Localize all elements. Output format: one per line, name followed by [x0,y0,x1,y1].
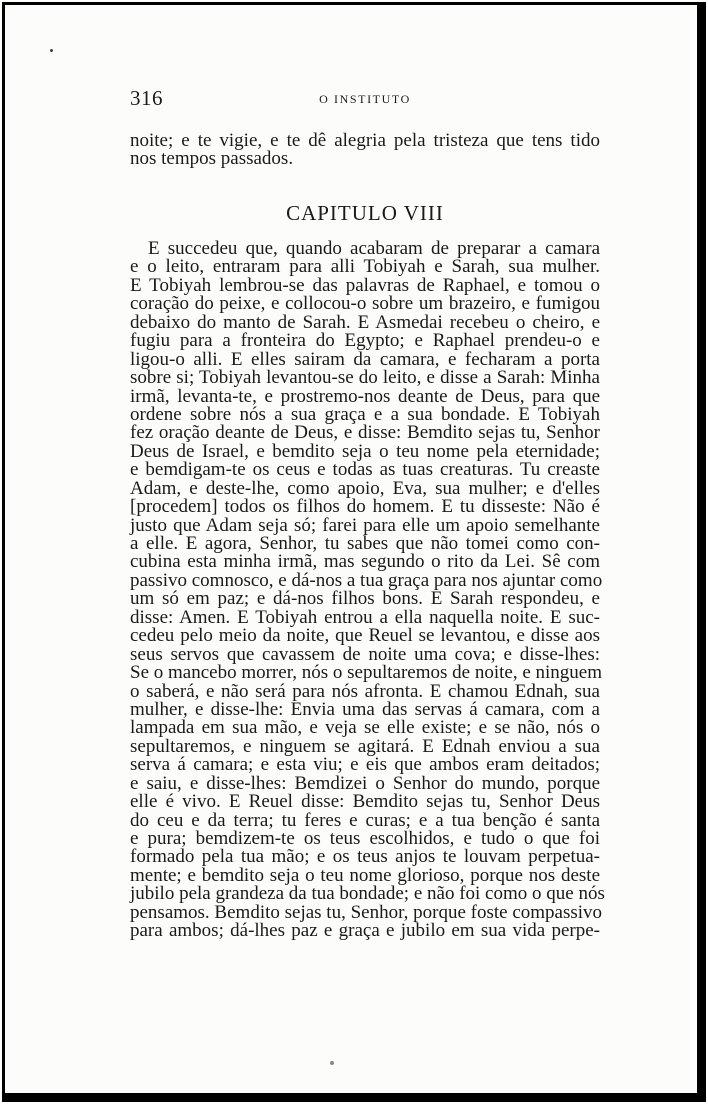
chapter-title: CAPITULO VIII [286,201,444,225]
text-line: seus servos que cavassem de noite uma cova; e disse-lhes: [130,643,600,665]
chapter-body [130,238,605,942]
text-line: a elle. E agora, Senhor, tu sabes que não tomei como con- [130,533,600,554]
text-line: ligou-o alli. E elles sairam da camara, e fecharam a porta [130,348,600,370]
text-line: e bemdigam-te os ceus e todas as tuas creaturas. Tu creaste [130,459,600,481]
text-line: coração do peixe, e collocou-o sobre um brazeiro, e fumigou [130,293,600,315]
text-line: passivo comnosco, e dá-nos a tua graça para nos ajuntar como [130,569,603,591]
text-line: elle é vivo. E Reuel disse: Bemdito sejas tu, Senhor Deus [130,791,600,813]
page-header [130,86,600,112]
text-line: cubina esta minha irmã, mas segundo o rito da Lei. Sê com [130,551,600,573]
text-line: E Tobiyah lembrou-se das palavras de Raphael, e tomou o [130,274,600,296]
text-line: fugiu para a fronteira do Egypto; e Raphael prendeu-o e [130,330,600,352]
text-line: noite; e te vigie, e te dê alegria pela tristeza que tens tido [130,130,600,151]
intro-paragraph [130,132,600,169]
text-line: cedeu pelo meio da noite, que Reuel se levantou, e disse aos [130,625,600,647]
text-line: sepultaremos, e ninguem se agitará. E Ednah enviou a sua [130,735,600,757]
text-line: irmã, levanta-te, e prostremo-nos deante de Deus, para que [130,385,600,407]
text-line: justo que Adam seja só; farei para elle um apoio semelhante [130,514,600,536]
text-line: formado pela tua mão; e os teus anjos te louvam perpetua- [130,846,600,868]
text-line: jubilo pela grandeza da tua bondade; e não foi como o que nós [130,883,605,905]
text-line: Adam, e deste-lhe, como apoio, Eva, sua mulher; e d'elles [130,477,600,499]
running-title: O INSTITUTO [319,92,411,106]
text-line: disse: Amen. E Tobiyah entrou a ella naquella noite. E suc- [130,606,600,628]
text-line: um só em paz; e dá-nos filhos bons. E Sarah respondeu, e [130,588,600,610]
ink-speck [50,49,53,52]
text-line: pensamos. Bemdito sejas tu, Senhor, porque foste compassivo [130,901,603,923]
text-line: serva á camara; e esta viu; e eis que ambos eram deitados; [130,754,600,776]
text-line: lampada em sua mão, e veja se elle existe; e se não, nós o [130,717,600,739]
text-line: o saberá, e não será para nós afronta. E chamou Ednah, sua [130,680,600,702]
text-line: sobre si; Tobiyah levantou-se do leito, e disse a Sarah: Minha [130,367,600,389]
text-line: e o leito, entraram para alli Tobiyah e Sarah, sua mulher. [130,256,600,278]
text-line: mente; e bemdito seja o teu nome glorioso, porque nos deste [130,864,600,886]
text-line: fez oração deante de Deus, e disse: Bemdito sejas tu, Senhor [130,422,600,444]
text-line: e saiu, e disse-lhes: Bemdizei o Senhor do mundo, porque [130,772,600,794]
text-line: mulher, e disse-lhe: Envia uma das servas á camara, com a [130,698,600,720]
text-line: para ambos; dá-lhes paz e graça e jubilo em sua vida perpe- [130,920,600,942]
text-line: nos tempos passados. [130,148,294,170]
text-line: Deus de Israel, e bemdito seja o teu nome pela eternidade; [130,440,600,462]
text-line: debaixo do manto de Sarah. E Asmedai recebeu o cheiro, e [130,311,600,333]
text-line: [procedem] todos os filhos do homem. E tu disseste: Não é [130,496,600,518]
text-line: Se o mancebo morrer, nós o sepultaremos de noite, e ninguem [130,662,603,684]
ink-speck [330,1061,334,1065]
page-number: 316 [130,86,163,110]
text-line: ordene sobre nós a sua graça e a sua bondade. E Tobiyah [130,403,600,425]
text-line: do ceu e da terra; tu feres e curas; e a tua benção é santa [130,809,600,831]
text-line: E succedeu que, quando acabaram de preparar a camara [148,238,600,259]
text-line: e pura; bemdizem-te os teus escolhidos, e tudo o que foi [130,828,600,849]
